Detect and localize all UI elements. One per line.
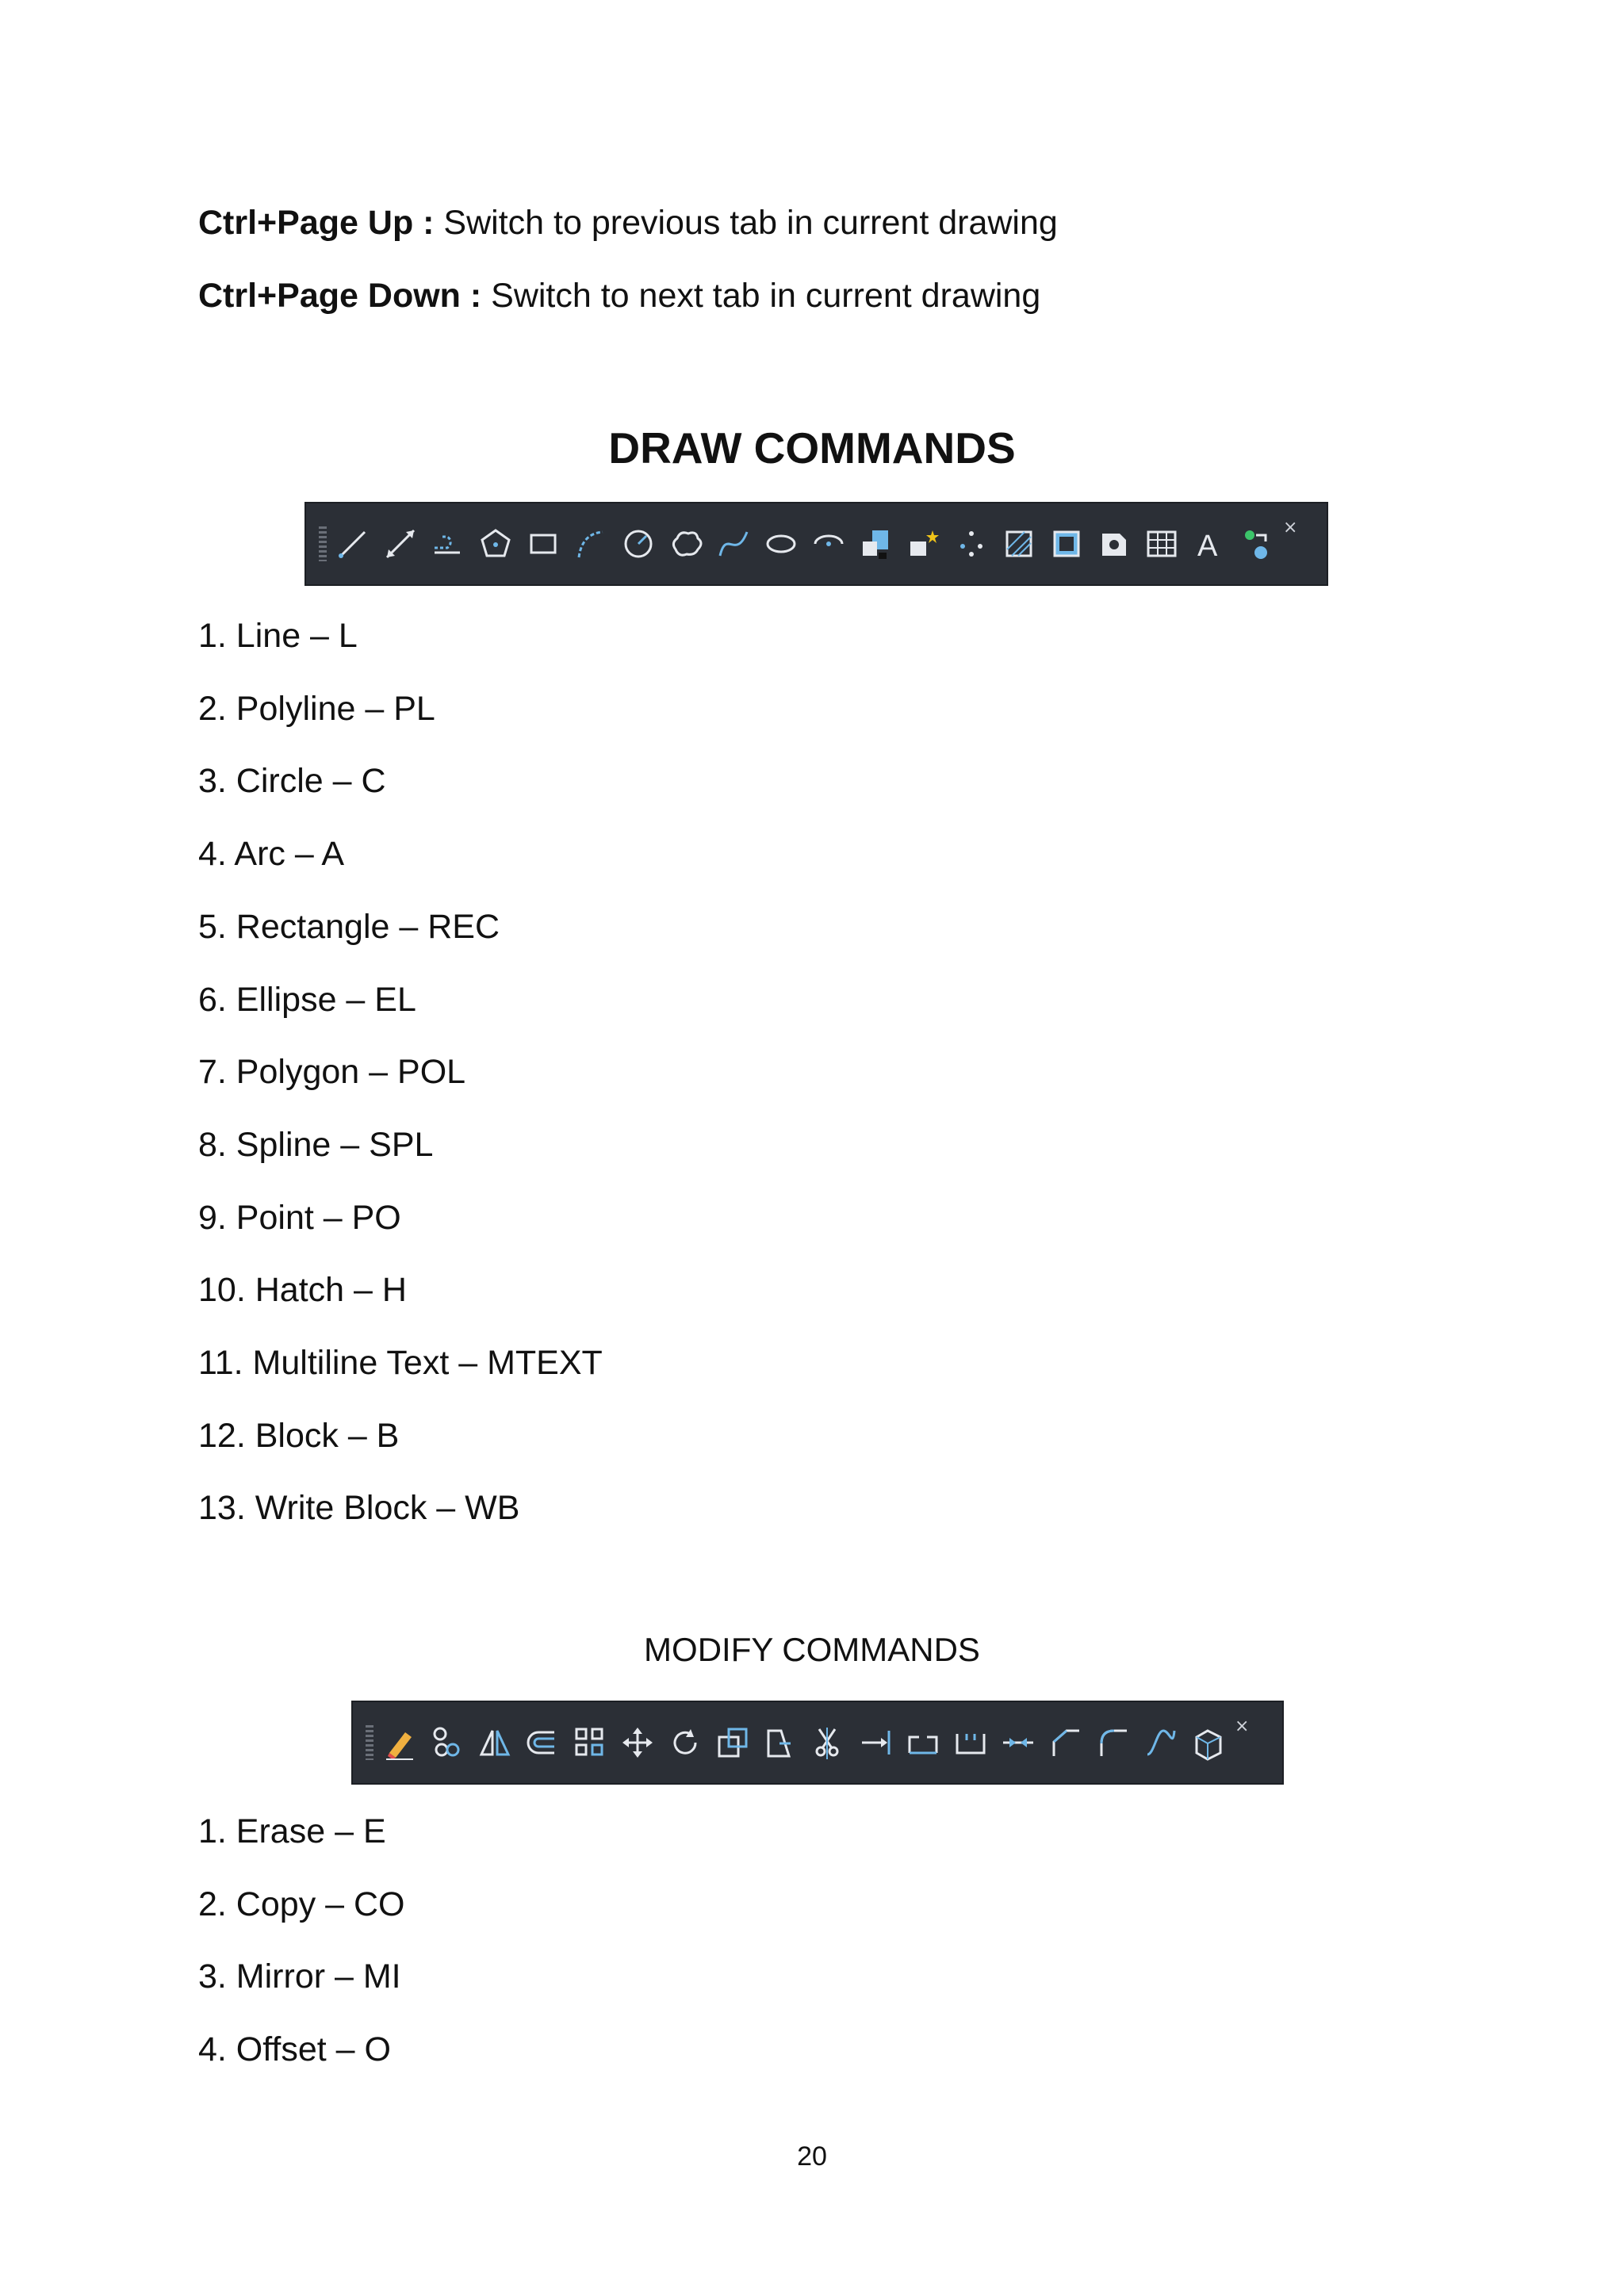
list-item: 1. Line – L (198, 617, 358, 655)
close-icon[interactable]: × (1283, 518, 1298, 538)
break-icon[interactable] (952, 1724, 989, 1761)
construction-line-icon[interactable] (382, 526, 419, 562)
shortcut-line (198, 275, 1040, 316)
blend-curves-icon[interactable] (1143, 1724, 1179, 1761)
list-item: 4. Arc – A (198, 835, 345, 874)
rotate-icon[interactable] (667, 1724, 703, 1761)
spline-icon[interactable] (715, 526, 752, 562)
svg-text:A: A (1197, 530, 1218, 562)
page-number: 20 (797, 2141, 827, 2172)
offset-icon[interactable] (524, 1724, 561, 1761)
hatch-icon[interactable] (1001, 526, 1037, 562)
ellipse-arc-icon[interactable] (810, 526, 847, 562)
list-item: 9. Point – PO (198, 1198, 401, 1237)
shortcut-description: Switch to next tab in current drawing (481, 277, 1041, 315)
add-selected-icon[interactable] (1239, 526, 1275, 562)
modify-commands-heading: MODIFY COMMANDS (644, 1631, 980, 1668)
join-icon[interactable] (1000, 1724, 1036, 1761)
chamfer-icon[interactable] (1048, 1724, 1084, 1761)
toolbar-grip[interactable] (319, 526, 327, 561)
list-item: 2. Polyline – PL (198, 689, 435, 728)
revision-cloud-icon[interactable] (668, 526, 704, 562)
list-item: 10. Hatch – H (198, 1271, 407, 1310)
list-item: 2. Copy – CO (198, 1885, 405, 1923)
fillet-icon[interactable] (1095, 1724, 1132, 1761)
array-icon[interactable] (572, 1724, 608, 1761)
polyline-icon[interactable] (430, 526, 466, 562)
scale-icon[interactable] (714, 1724, 751, 1761)
list-item: 3. Circle – C (198, 762, 386, 801)
list-item: 6. Ellipse – EL (198, 980, 416, 1019)
list-item: 12. Block – B (198, 1416, 400, 1455)
toolbar-grip[interactable] (366, 1725, 373, 1760)
list-item: 11. Multiline Text – MTEXT (198, 1344, 603, 1382)
point-icon[interactable] (953, 526, 990, 562)
explode-icon[interactable] (1190, 1724, 1227, 1761)
break-at-point-icon[interactable] (905, 1724, 941, 1761)
insert-block-icon[interactable] (858, 526, 894, 562)
draw-toolbar[interactable] (304, 502, 1328, 586)
erase-icon[interactable] (381, 1724, 418, 1761)
region-icon[interactable] (1096, 526, 1132, 562)
list-item: 13. Write Block – WB (198, 1489, 520, 1528)
shortcut-line (198, 202, 1058, 243)
list-item: 1. Erase – E (198, 1812, 386, 1850)
multiline-text-icon[interactable] (1191, 526, 1228, 562)
list-item: 3. Mirror – MI (198, 1957, 401, 1996)
gradient-icon[interactable] (1048, 526, 1085, 562)
list-item: 8. Spline – SPL (198, 1125, 434, 1164)
list-item: 4. Offset – O (198, 2030, 391, 2069)
table-icon[interactable] (1143, 526, 1180, 562)
rectangle-icon[interactable] (525, 526, 561, 562)
circle-icon[interactable] (620, 526, 657, 562)
copy-icon[interactable] (429, 1724, 465, 1761)
make-block-icon[interactable] (906, 526, 942, 562)
list-item: 7. Polygon – POL (198, 1053, 466, 1092)
arc-icon[interactable] (573, 526, 609, 562)
ellipse-icon[interactable] (763, 526, 799, 562)
shortcut-key: Ctrl+Page Down : (198, 277, 482, 315)
close-icon[interactable]: × (1235, 1716, 1250, 1736)
line-icon[interactable] (335, 526, 371, 562)
polygon-icon[interactable] (477, 526, 514, 562)
trim-icon[interactable] (810, 1724, 846, 1761)
list-item: 5. Rectangle – REC (198, 907, 500, 946)
modify-toolbar[interactable] (351, 1701, 1284, 1785)
stretch-icon[interactable] (762, 1724, 799, 1761)
draw-commands-heading: DRAW COMMANDS (608, 423, 1016, 473)
shortcut-key: Ctrl+Page Up : (198, 204, 435, 242)
shortcut-description: Switch to previous tab in current drawing (434, 204, 1058, 242)
extend-icon[interactable] (857, 1724, 894, 1761)
mirror-icon[interactable] (477, 1724, 513, 1761)
move-icon[interactable] (619, 1724, 656, 1761)
